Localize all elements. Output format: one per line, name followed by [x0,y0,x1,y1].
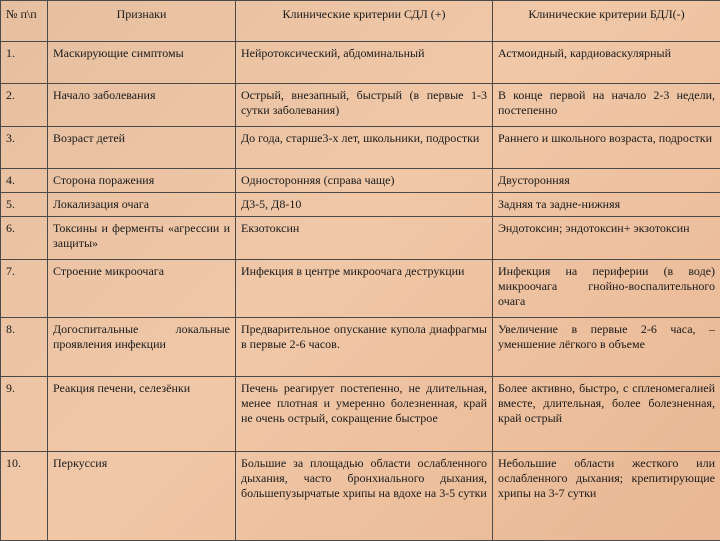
table-row [1,260,720,318]
row-num: 9. [1,377,48,452]
row-bdl: Инфекция на периферии (в воде) микроочага гнойно-воспалительного очага [493,260,720,318]
row-bdl: Раннего и школьного возраста, подростки [493,127,720,169]
row-bdl: Астмоидный, кардиоваскулярный [493,42,720,84]
row-num: 6. [1,217,48,260]
table-row [1,318,720,377]
row-sign: Возраст детей [48,127,236,169]
table-row [1,42,720,84]
row-sdl: Односторонняя (справа чаще) [236,169,493,193]
row-num: 8. [1,318,48,377]
row-sdl: Печень реагирует постепенно, не длительная, менее плотная и умеренно болезненная, край не очень острый, сокращение быстрое [236,377,493,452]
row-bdl: Двусторонняя [493,169,720,193]
header-sdl: Клинические критерии СДЛ (+) [236,1,493,42]
table-row [1,127,720,169]
row-bdl: Эндотоксин; эндотоксин+ экзотоксин [493,217,720,260]
row-sign: Маскирующие симптомы [48,42,236,84]
row-sdl: Нейротоксический, абдоминальный [236,42,493,84]
row-sdl: Инфекция в центре микроочага деструкции [236,260,493,318]
row-sign: Локализация очага [48,193,236,217]
row-sdl: До года, старше3-х лет, школьники, подростки [236,127,493,169]
row-num: 3. [1,127,48,169]
header-signs: Признаки [48,1,236,42]
table-row [1,452,720,541]
row-num: 4. [1,169,48,193]
row-sdl: Предварительное опускание купола диафрагмы в первые 2-6 часов. [236,318,493,377]
table-row [1,193,720,217]
row-sign: Перкуссия [48,452,236,541]
row-sdl: Екзотоксин [236,217,493,260]
table-row [1,377,720,452]
row-bdl: Увеличение в первые 2-6 часа, – уменшение лёгкого в объеме [493,318,720,377]
row-num: 7. [1,260,48,318]
header-row [1,1,720,42]
row-sdl: Острый, внезапный, быстрый (в первые 1-3 сутки заболевания) [236,84,493,127]
row-num: 1. [1,42,48,84]
row-bdl: Небольшие области жесткого или ослабленного дыхания; крепитирующие хрипы на 3-7 сутки [493,452,720,541]
row-num: 10. [1,452,48,541]
header-bdl: Клинические критерии БДЛ(-) [493,1,720,42]
row-sdl: Д3-5, Д8-10 [236,193,493,217]
row-sign: Строение микроочага [48,260,236,318]
row-bdl: Задняя та задне-нижняя [493,193,720,217]
row-sign: Сторона поражения [48,169,236,193]
row-sign: Реакция печени, селезёнки [48,377,236,452]
row-sign: Начало заболевания [48,84,236,127]
table-row [1,84,720,127]
row-bdl: В конце первой на начало 2-3 недели, постепенно [493,84,720,127]
table-row [1,217,720,260]
row-sdl: Большие за площадью области ослабленного дыхания, часто бронхиального дыхания, большепузырчатые хрипы на вдохе на 3-5 сутки [236,452,493,541]
table-row [1,169,720,193]
header-num: № п\п [1,1,48,42]
row-num: 2. [1,84,48,127]
row-sign: Токсины и ферменты «агрессии и защиты» [48,217,236,260]
row-num: 5. [1,193,48,217]
row-sign: Догоспитальные локальные проявления инфекции [48,318,236,377]
row-bdl: Более активно, быстро, с спленомегалией вместе, длительная, более болезненная, край острый [493,377,720,452]
